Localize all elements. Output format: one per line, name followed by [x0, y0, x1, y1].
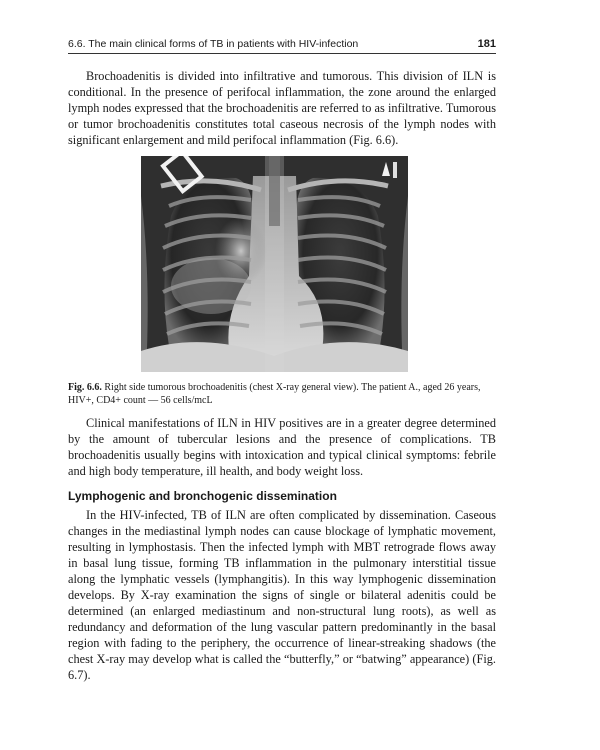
figure-label: Fig. 6.6.	[68, 382, 102, 393]
chest-xray-image	[141, 156, 408, 372]
paragraph-lymphogenic-dissemination: In the HIV-infected, TB of ILN are often complicated by dissemination. Caseous changes in the mediastinal lymph nodes can cause blockage of lymphatic movement, resulting in lymphostasis. Then the infected lymph with MBT retrograde flows away in basal lung tissue, forming TB inflammation in the pulmonary interstitial tissue along the lymphatic vessels (lymphangitis). In this way lymphogenic dissemination develops. By X-ray examination the signs of single or bilateral adenitis could be determined (an enlarged mediastinum and non-structural lung roots), as well as redundancy and deformation of the lung vascular pattern predominantly in the basal region with fading to the periphery, the occurrence of linear-streaking shadows (the chest X-ray may develop what is called the “butterfly,” or “batwing” appearance) (Fig. 6.7).	[68, 508, 496, 682]
figure-caption-text: Right side tumorous brochoadenitis (chest X-ray general view). The patient A., aged 26 years, HIV+, CD4+ count — 56 cells/mcL	[68, 382, 481, 406]
section-subheading: Lymphogenic and bronchogenic dissemination	[68, 489, 337, 503]
page-number: 181	[477, 38, 496, 50]
chest-xray-figure	[141, 156, 408, 372]
book-page	[68, 38, 496, 683]
section-title: 6.6. The main clinical forms of TB in patients with HIV-infection	[68, 38, 359, 50]
paragraph-clinical-manifestations: Clinical manifestations of ILN in HIV positives are in a greater degree determined by the amount of tubercular lesions and the presence of complications. TB brochoadenitis usually begins with intoxication and typical clinical symptoms: febrile and high body temperature, ill health, and body weight loss.	[68, 416, 496, 478]
paragraph-brochoadenitis-types: Brochoadenitis is divided into infiltrative and tumorous. This division of ILN is conditional. In the presence of perifocal inflammation, the zone around the enlarged lymph nodes expressed that the brochoadenitis are referred to as infiltrative. Tumorous or tumor brochoadenitis constitutes total caseous necrosis of the lymph nodes with significant enlargement and mild perifocal inflammation (Fig. 6.6).	[68, 69, 496, 147]
running-head	[68, 38, 496, 54]
figure-caption	[68, 381, 496, 407]
